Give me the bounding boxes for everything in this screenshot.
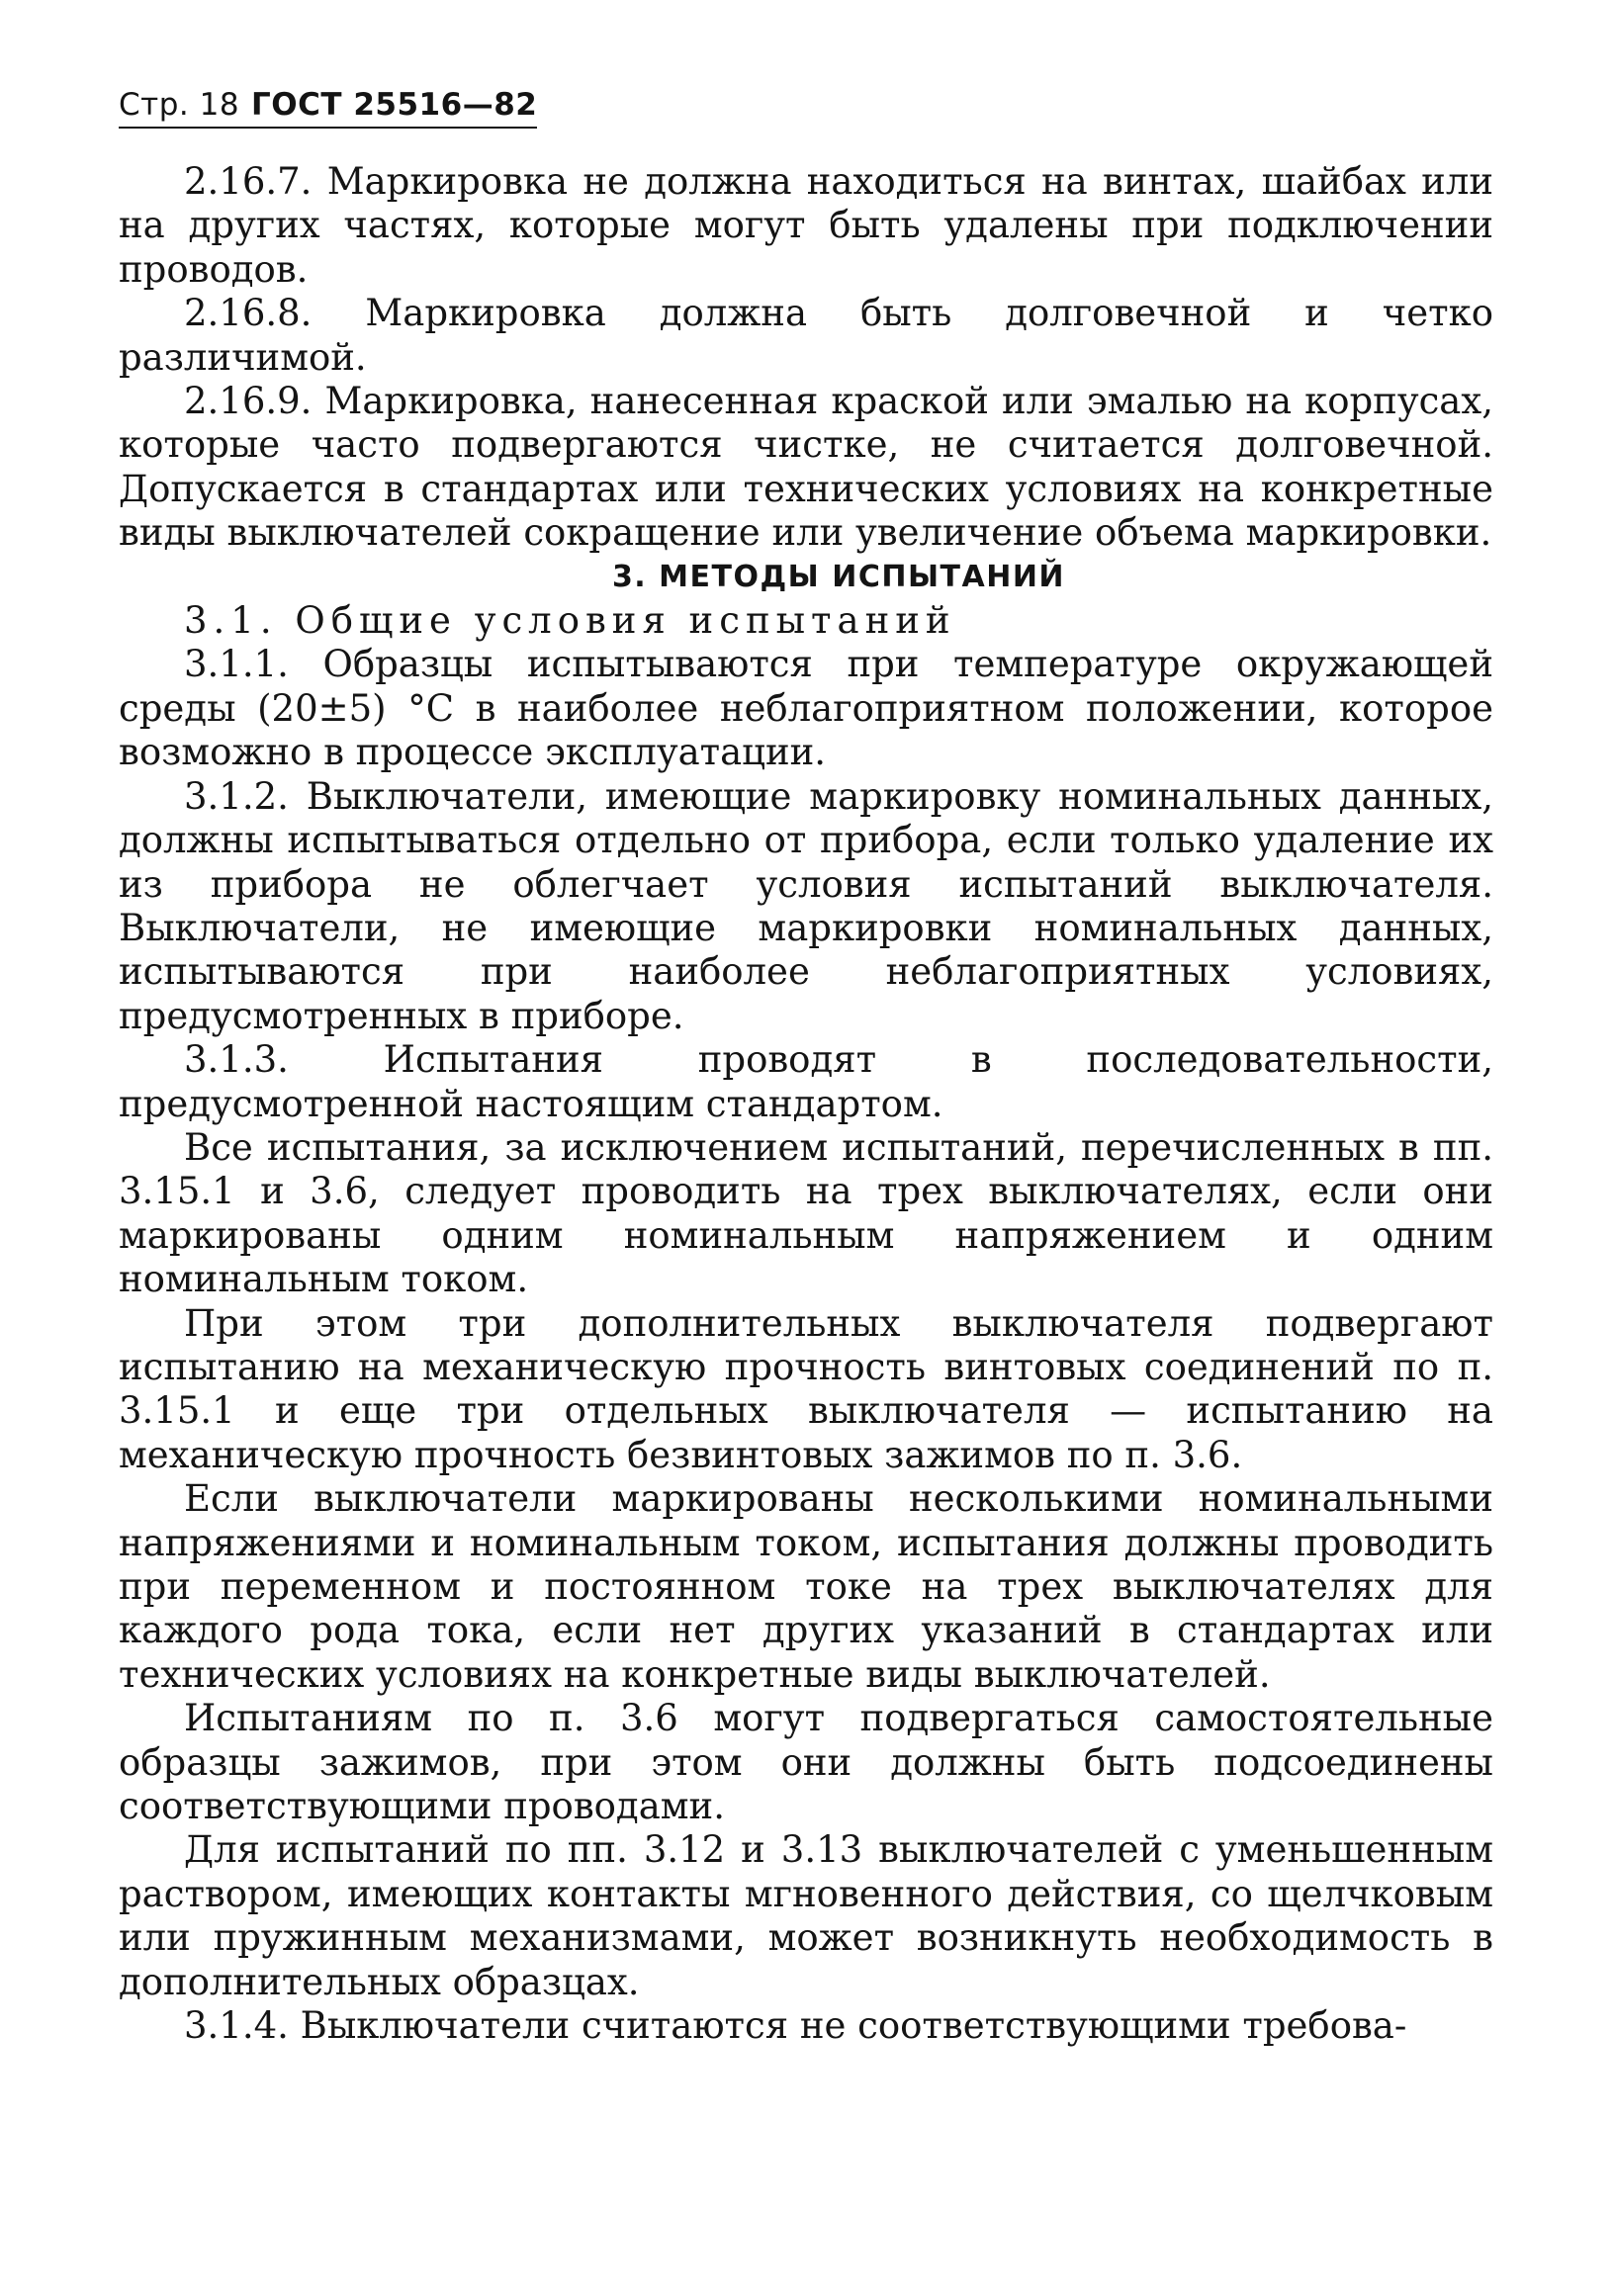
paragraph: 3.1.4. Выключатели считаются не соответствующими требова- — [184, 2004, 1407, 2048]
paragraph: Для испытаний по пп. 3.12 и 3.13 выключателей с уменьшенным раствором, имеющих контакты мгновенного действия, со щелчковым или пружинным механизмами, может возникнуть необходимость в дополнительных образцах. — [119, 1828, 1493, 2003]
header-line — [119, 87, 537, 129]
paragraph: 3.1.2. Выключатели, имеющие маркировку номинальных данных, должны испытываться отдельно от прибора, если только удаление их из прибора не облегчает условия испытаний выключателя. Выключатели, не имеющие маркировки номинальных данных, испытываются при наиболее неблагоприятных условиях, предусмотренных в приборе. — [119, 774, 1493, 1037]
paragraph: 2.16.9. Маркировка, нанесенная краской или эмалью на корпусах, которые часто подвергаются чистке, не считается долговечной. Допускается в стандартах или технических условиях на конкретные виды выключателей сокращение или увеличение объема маркировки. — [119, 380, 1493, 555]
section-title: 3. МЕТОДЫ ИСПЫТАНИЙ — [611, 559, 1066, 594]
page-header — [119, 87, 1493, 140]
paragraph: 3.1.3. Испытания проводят в последовательности, предусмотренной настоящим стандартом. — [119, 1038, 1493, 1125]
paragraph: Испытаниям по п. 3.6 могут подвергаться самостоятельные образцы зажимов, при этом они должны быть подсоединены соответствующими проводами. — [119, 1697, 1493, 1828]
document-body — [119, 160, 1493, 2048]
paragraph: 3.1.1. Образцы испытываются при температуре окружающей среды (20±5) °С в наиболее неблагоприятном положении, которое возможно в процессе эксплуатации. — [119, 643, 1493, 774]
document-page — [119, 87, 1493, 2272]
paragraph: 2.16.8. Маркировка должна быть долговечной и четко различимой. — [119, 292, 1493, 379]
paragraph: 2.16.7. Маркировка не должна находиться на винтах, шайбах или на других частях, которые могут быть удалены при подключении проводов. — [119, 160, 1493, 291]
page-number: Стр. 18 — [119, 87, 240, 123]
subsection-title: 3.1. Общие условия испытаний — [184, 599, 956, 643]
paragraph: Все испытания, за исключением испытаний, перечисленных в пп. 3.15.1 и 3.6, следует проводить на трех выключателях, если они маркированы одним номинальным напряжением и одним номинальным током. — [119, 1125, 1493, 1301]
document-code: ГОСТ 25516—82 — [251, 87, 538, 123]
paragraph: Если выключатели маркированы несколькими номинальными напряжениями и номинальным током, испытания должны проводить при переменном и постоянном токе на трех выключателях для каждого рода тока, если нет других указаний в стандартах или технических условиях на конкретные виды выключателей. — [119, 1477, 1493, 1696]
paragraph: При этом три дополнительных выключателя подвергают испытанию на механическую прочность винтовых соединений по п. 3.15.1 и еще три отдельных выключателя — испытанию на механическую прочность безвинтовых зажимов по п. 3.6. — [119, 1301, 1493, 1476]
